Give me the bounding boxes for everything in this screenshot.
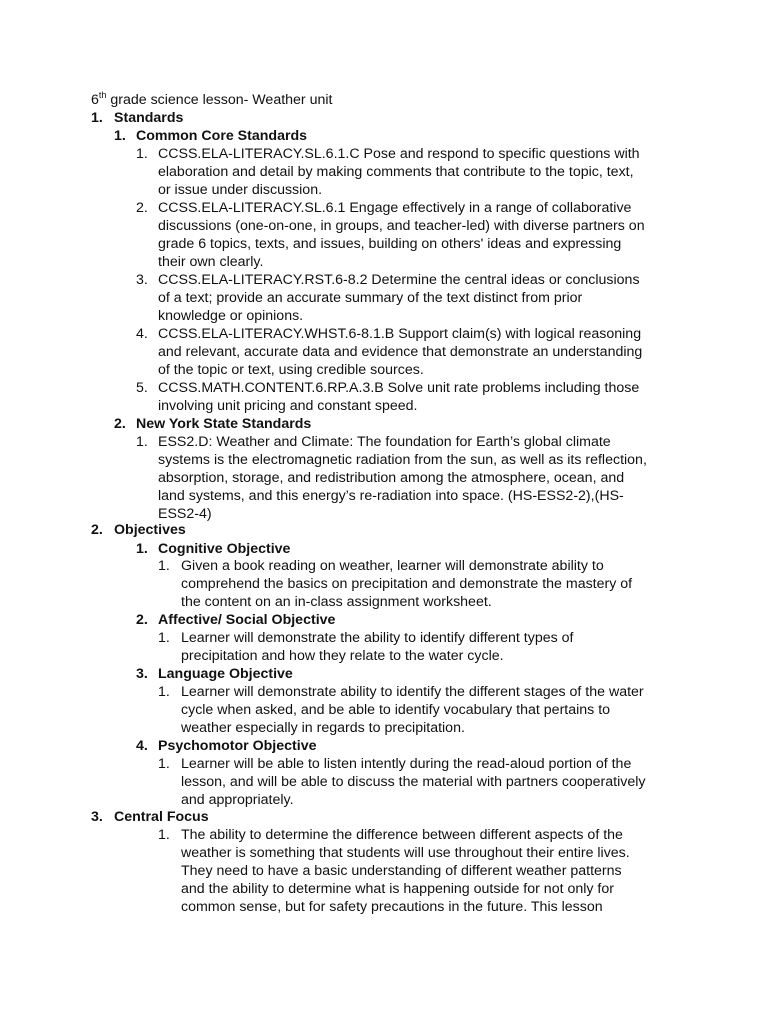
subsection-number: 1. [114,128,126,144]
list-item-number: 1. [136,146,148,162]
subsection-number: 2. [114,416,126,432]
list-item-line: The ability to determine the difference between different aspects of the [181,827,623,843]
list-item-line: comprehend the basics on precipitation and demonstrate the mastery of [181,576,633,592]
list-item-number: 2. [136,200,148,216]
list-item-number: 1. [158,558,170,574]
list-item-line: of a text; provide an accurate summary of the text distinct from prior [158,290,583,306]
list-item-number: 5. [136,380,148,396]
list-item-number: 3. [136,272,148,288]
subsection-heading-common-core: Common Core Standards [136,128,308,144]
list-item-number: 4. [136,326,148,342]
list-item-line: Learner will demonstrate ability to identify the different stages of the water [181,684,644,700]
list-item-line: weather especially in regards to precipitation. [181,720,465,736]
list-item-line: CCSS.MATH.CONTENT.6.RP.A.3.B Solve unit rate problems including those [158,380,640,396]
section-number: 2. [91,522,103,538]
list-item-line: Learner will demonstrate the ability to identify different types of [181,630,574,646]
list-item-line: absorption, storage, and redistribution among the atmosphere, ocean, and [158,470,625,486]
subsection-number: 3. [136,666,148,682]
list-item-line: CCSS.ELA-LITERACY.WHST.6-8.1.B Support claim(s) with logical reasoning [158,326,642,342]
list-item-line: precipitation and how they relate to the water cycle. [181,648,504,664]
list-item-line: or issue under discussion. [158,182,323,198]
section-number: 3. [91,809,103,825]
list-item-line: common sense, but for safety precautions in the future. This lesson [181,899,603,915]
list-item-line: knowledge or opinions. [158,308,304,324]
subsection-number: 2. [136,612,148,628]
list-item-line: discussions (one-on-one, in groups, and teacher-led) with diverse partners on [158,218,645,234]
section-heading-standards: Standards [114,110,184,126]
list-item-line: Given a book reading on weather, learner will demonstrate ability to [181,558,604,574]
list-item-line: and appropriately. [181,792,294,808]
list-item-line: They need to have a basic understanding of different weather patterns [181,863,622,879]
list-item-number: 1. [158,827,170,843]
list-item-line: the content on an in-class assignment worksheet. [181,594,492,610]
list-item-line: ESS2.D: Weather and Climate: The foundation for Earth’s global climate [158,434,611,450]
list-item-line: elaboration and detail by making comments that contribute to the topic, text, [158,164,634,180]
list-item-line: their own clearly. [158,254,264,270]
list-item-line: involving unit pricing and constant speed. [158,398,418,414]
document-title: 6th grade science lesson- Weather unit [91,90,333,108]
subsection-number: 4. [136,738,148,754]
objective-heading-affective-social: Affective/ Social Objective [158,612,336,628]
list-item-line: ESS2-4) [158,506,212,522]
list-item-line: CCSS.ELA-LITERACY.RST.6-8.2 Determine the central ideas or conclusions [158,272,640,288]
objective-heading-psychomotor: Psychomotor Objective [158,738,317,754]
list-item-line: grade 6 topics, texts, and issues, building on others' ideas and expressing [158,236,622,252]
list-item-line: weather is something that students will use throughout their entire lives. [181,845,630,861]
section-heading-objectives: Objectives [114,522,186,538]
objective-heading-language: Language Objective [158,666,293,682]
list-item-line: land systems, and this energy’s re-radiation into space. (HS-ESS2-2),(HS- [158,488,624,504]
list-item-number: 1. [158,684,170,700]
section-heading-central-focus: Central Focus [114,809,209,825]
section-number: 1. [91,110,103,126]
list-item-number: 1. [136,434,148,450]
subsection-heading-nys: New York State Standards [136,416,312,432]
list-item-line: CCSS.ELA-LITERACY.SL.6.1 Engage effectively in a range of collaborative [158,200,632,216]
list-item-line: Learner will be able to listen intently during the read-aloud portion of the [181,756,632,772]
list-item-line: systems is the electromagnetic radiation from the sun, as well as its reflection, [158,452,647,468]
list-item-number: 1. [158,630,170,646]
list-item-line: CCSS.ELA-LITERACY.SL.6.1.C Pose and respond to specific questions with [158,146,640,162]
list-item-line: and the ability to determine what is happening outside for not only for [181,881,614,897]
objective-heading-cognitive: Cognitive Objective [158,541,291,557]
list-item-line: cycle when asked, and be able to identify vocabulary that pertains to [181,702,611,718]
list-item-line: of the topic or text, using credible sources. [158,362,424,378]
list-item-line: lesson, and will be able to discuss the material with partners cooperatively [181,774,646,790]
list-item-number: 1. [158,756,170,772]
list-item-line: and relevant, accurate data and evidence that demonstrate an understanding [158,344,643,360]
subsection-number: 1. [136,541,148,557]
